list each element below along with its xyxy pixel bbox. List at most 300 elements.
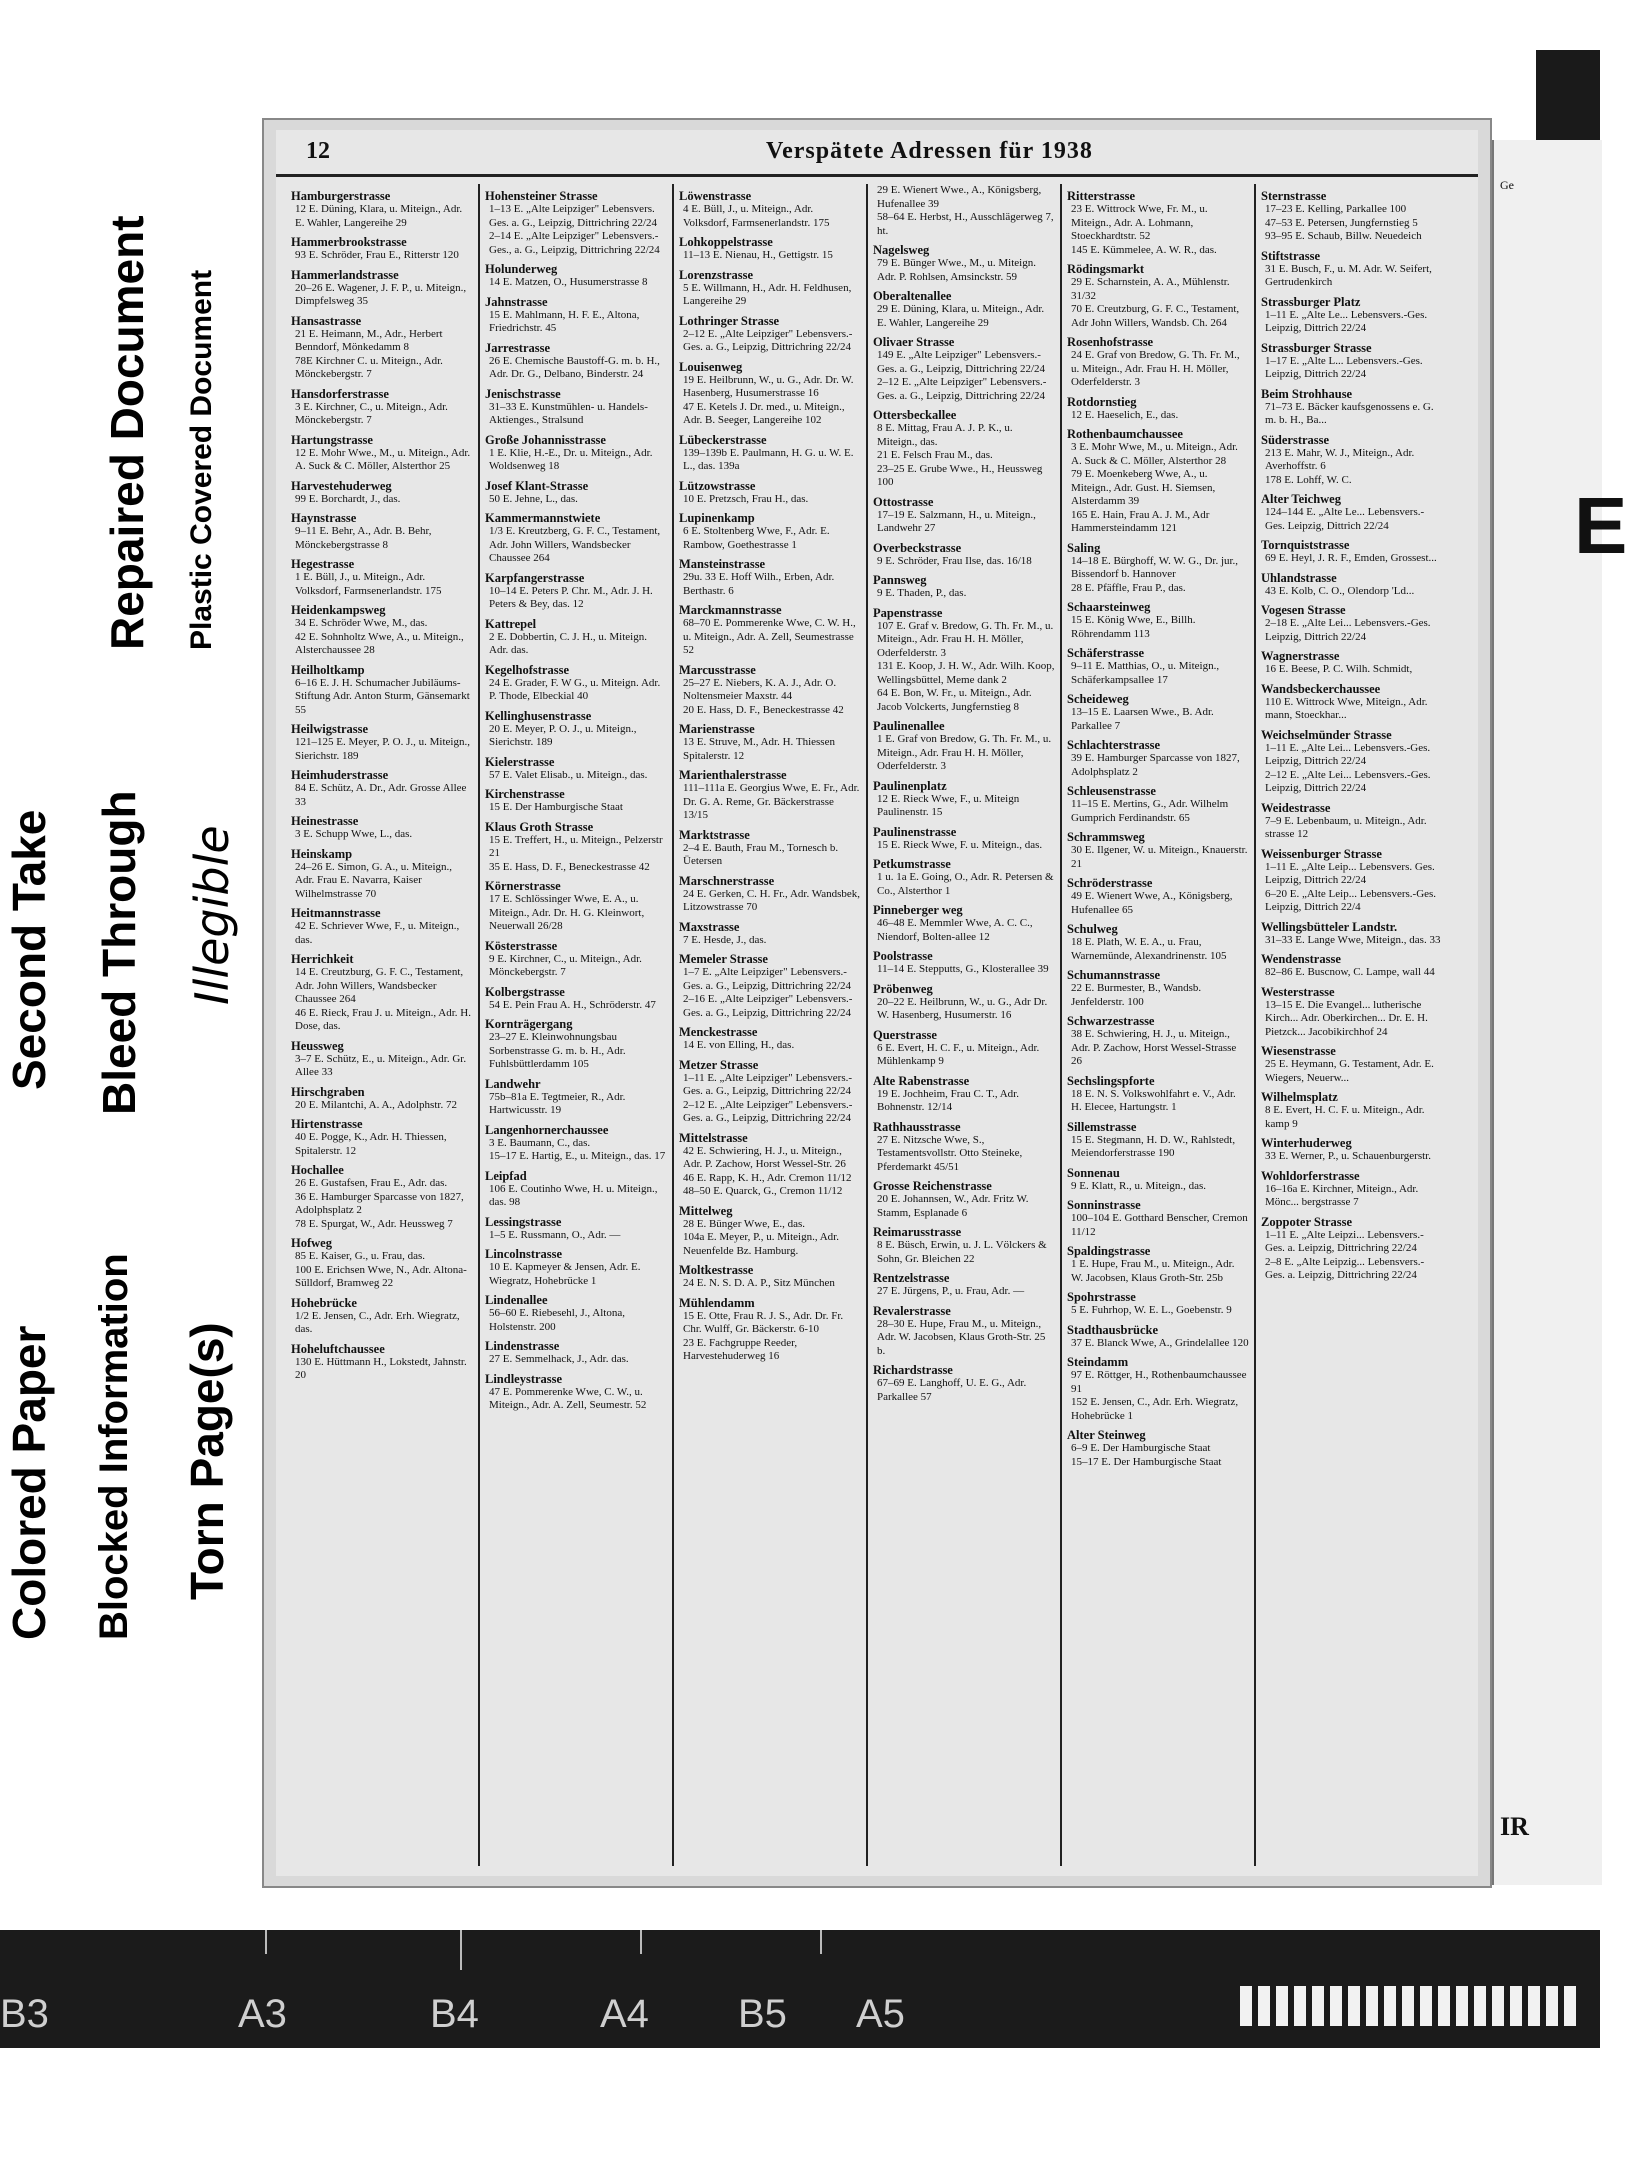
address-entry: 79 E. Bünger Wwe., M., u. Miteign. Adr. P. Rohlsen, Amsinckstr. 59 bbox=[877, 257, 1036, 283]
address-entry: 2–16 E. „Alte Leipziger" Lebensvers.-Ges. a. G., Leipzig, Dittrichring 22/24 bbox=[683, 993, 853, 1019]
column-1 bbox=[286, 184, 480, 1866]
address-entry: 20–22 E. Heilbrunn, W., u. G., Adr Dr. W. Hasenberg, Husumerstr. 16 bbox=[877, 995, 1048, 1021]
address-entry: 67–69 E. Langhoff, U. E. G., Adr. Parkallee 57 bbox=[877, 1377, 1027, 1403]
street-name: Papenstrasse bbox=[873, 605, 943, 620]
street-name: Olivaer Strasse bbox=[873, 335, 955, 349]
street-name: Sternstrasse bbox=[1261, 189, 1327, 203]
street-name: Marktstrasse bbox=[679, 827, 750, 842]
column-6 bbox=[1256, 184, 1448, 1866]
address-entry: 8 E. Büsch, Erwin, u. J. L. Völckers & Sohn, Gr. Bleichen 22 bbox=[877, 1239, 1047, 1265]
adjacent-page-letter: E bbox=[1574, 481, 1627, 570]
address-entry: 1–7 E. „Alte Leipziger" Lebensvers.-Ges. a. G., Leipzig, Dittrichring 22/24 bbox=[683, 966, 852, 992]
address-entry: 46–48 E. Memmler Wwe, A. C. C., Niendorf, Bolten-allee 12 bbox=[877, 917, 1033, 943]
address-entry: 107 E. Graf v. Bredow, G. Th. Fr. M., u. Miteign., Adr. Frau H. H. Möller, Oderfelderstr. 3 bbox=[877, 619, 1054, 659]
address-entry: 37 E. Blanck Wwe, A., Grindelallee 120 bbox=[1071, 1336, 1249, 1349]
address-entry: 79 E. Moenkeberg Wwe, A., u. Miteign., Adr. Gust. H. Siemsen, Alsterdamm 39 bbox=[1071, 468, 1216, 507]
street-name: Hansastrasse bbox=[291, 313, 362, 328]
column-5 bbox=[1062, 184, 1256, 1866]
address-entry: 58–64 E. Herbst, H., Ausschlägerweg 7, ht. bbox=[877, 211, 1054, 237]
street-name: Lothringer Strasse bbox=[679, 313, 780, 328]
address-entry: 2–14 E. „Alte Leipziger" Lebensvers.-Ges., a. G., Leipzig, Dittrichring 22/24 bbox=[489, 230, 660, 256]
street-name: Kösterstrasse bbox=[485, 938, 558, 953]
address-entry: 2–12 E. „Alte Lei... Lebensvers.-Ges. Leipzig, Dittrich 22/24 bbox=[1265, 768, 1431, 794]
address-entry: 2–12 E. „Alte Leipziger" Lebensvers.-Ges. a. G., Leipzig, Dittrichring 22/24 bbox=[683, 1098, 853, 1124]
street-name: Rothenbaumchaussee bbox=[1067, 427, 1183, 441]
street-name: Paulinenstrasse bbox=[873, 824, 957, 839]
address-entry: 16–16a E. Kirchner, Miteign., Adr. Mönc... bergstrasse 7 bbox=[1265, 1182, 1419, 1208]
street-name: Hammerlandstrasse bbox=[291, 267, 399, 282]
street-name: Zoppoter Strasse bbox=[1261, 1214, 1353, 1229]
address-entry: 24–26 E. Simon, G. A., u. Miteign., Adr. Frau E. Navarra, Kaiser Wilhelmstrasse 70 bbox=[295, 860, 453, 900]
street-name: Beim Strohhause bbox=[1261, 386, 1353, 401]
street-name: Kammermannstwiete bbox=[485, 511, 601, 525]
address-entry: 36 E. Hamburger Sparcasse von 1827, Adolphsplatz 2 bbox=[295, 1190, 464, 1216]
address-entry: 11–13 E. Nienau, H., Gettigstr. 15 bbox=[683, 249, 833, 261]
street-name: Ritterstrasse bbox=[1067, 189, 1136, 203]
street-name: Pröbenweg bbox=[873, 981, 933, 996]
street-name: Landwehr bbox=[485, 1076, 541, 1091]
address-entry: 40 E. Pogge, K., Adr. H. Thiessen, Spitalerstr. 12 bbox=[295, 1131, 447, 1157]
address-entry: 12 E. Mohr Wwe., M., u. Miteign., Adr. A. Suck & C. Möller, Alsterthor 25 bbox=[295, 446, 471, 472]
street-name: Löwenstrasse bbox=[679, 189, 752, 203]
address-entry: 15–17 E. Der Hamburgische Staat bbox=[1071, 1455, 1222, 1468]
street-name: Paulinenallee bbox=[873, 719, 945, 733]
address-entry: 18 E. Plath, W. E. A., u. Frau, Warnemünde, Alexandrinenstr. 105 bbox=[1071, 936, 1227, 962]
address-entry: 28–30 E. Hupe, Frau M., u. Miteign., Adr. W. Jacobsen, Klaus Groth-Str. 25 b. bbox=[877, 1317, 1046, 1357]
address-entry: 21 E. Felsch Frau M., das. bbox=[877, 449, 993, 461]
street-name: Kielerstrasse bbox=[485, 754, 555, 769]
street-name: Querstrasse bbox=[873, 1027, 937, 1042]
address-entry: 2–8 E. „Alte Leipzig... Lebensvers.-Ges. a. Leipzig, Dittrichring 22/24 bbox=[1265, 1255, 1425, 1281]
address-entry: 34 E. Schröder Wwe, M., das. bbox=[295, 617, 428, 629]
street-name: Kirchenstrasse bbox=[485, 787, 565, 801]
column-3 bbox=[674, 184, 868, 1866]
street-name: Hohebrücke bbox=[291, 1295, 357, 1310]
street-name: Reimarusstrasse bbox=[873, 1225, 962, 1239]
address-entry: 139–139b E. Paulmann, H. G. u. W. E. L., das. 139a bbox=[683, 446, 854, 472]
street-name: Sechslingspforte bbox=[1067, 1073, 1155, 1088]
address-entry: 15 E. Mahlmann, H. F. E., Altona, Friedrichstr. 45 bbox=[489, 308, 640, 334]
street-name: Vogesen Strasse bbox=[1261, 603, 1346, 617]
street-name: Hamburgerstrasse bbox=[291, 189, 391, 203]
address-entry: 15 E. Otte, Frau R. J. S., Adr. Dr. Fr. Chr. Wulff, Gr. Bäckerstr. 6-10 bbox=[683, 1309, 844, 1335]
street-name: Louisenweg bbox=[679, 359, 743, 374]
address-entry: 46 E. Rapp, K. H., Adr. Cremon 11/12 bbox=[683, 1171, 852, 1184]
color-ruler bbox=[0, 1930, 1600, 2048]
street-name: Schrammsweg bbox=[1067, 830, 1145, 844]
address-entry: 43 E. Kolb, C. O., Olendorp 'Ld... bbox=[1265, 584, 1415, 597]
address-entry: 39 E. Hamburger Sparcasse von 1827, Adolphsplatz 2 bbox=[1071, 752, 1240, 778]
address-entry: 31 E. Busch, F., u. M. Adr. W. Seifert, Gertrudenkirch bbox=[1265, 262, 1432, 288]
street-name: Schröderstrasse bbox=[1067, 876, 1153, 890]
street-name: Heidenkampsweg bbox=[291, 603, 386, 617]
street-name: Sonninstrasse bbox=[1067, 1198, 1141, 1212]
address-entry: 69 E. Heyl, J. R. F., Emden, Grossest... bbox=[1265, 552, 1437, 564]
street-name: Hansdorferstrasse bbox=[291, 386, 389, 401]
street-name: Sillemstrasse bbox=[1067, 1119, 1137, 1134]
address-entry: 33 E. Werner, P., u. Schauenburgerstr. bbox=[1265, 1150, 1431, 1162]
address-entry: 19 E. Jochheim, Frau C. T., Adr. Bohnenstr. 12/14 bbox=[877, 1087, 1019, 1113]
address-entry: 5 E. Willmann, H., Adr. H. Feldhusen, Langereihe 29 bbox=[683, 281, 852, 307]
street-name: Menckestrasse bbox=[679, 1025, 758, 1039]
address-entry: 1/3 E. Kreutzberg, G. F. C., Testament, Adr. John Willers, Wandsbecker Chaussee 264 bbox=[489, 525, 661, 564]
adjacent-page-fragment: IR bbox=[1500, 1812, 1529, 1841]
column-2 bbox=[480, 184, 674, 1866]
street-name: Moltkestrasse bbox=[679, 1263, 754, 1277]
address-entry: 13 E. Struve, M., Adr. H. Thiessen Spitalerstr. 12 bbox=[683, 736, 835, 762]
street-name: Winterhuderweg bbox=[1261, 1136, 1352, 1150]
street-name: Heilwigstrasse bbox=[291, 722, 369, 736]
street-name: Scheideweg bbox=[1067, 692, 1129, 706]
address-entry: 11–14 E. Stepputts, G., Klosterallee 39 bbox=[877, 963, 1049, 975]
street-name: Oberaltenallee bbox=[873, 289, 952, 303]
street-name: Rentzelstrasse bbox=[873, 1271, 950, 1285]
address-entry: 131 E. Koop, J. H. W., Adr. Wilh. Koop, Wellingsbüttel, Meme dank 2 bbox=[877, 660, 1055, 686]
address-entry: 1–13 E. „Alte Leipziger" Lebensvers. Ges. a. G., Leipzig, Dittrichring 22/24 bbox=[489, 203, 658, 229]
address-entry: 149 E. „Alte Leipziger" Lebensvers.-Ges. a. G., Leipzig, Dittrichring 22/24 bbox=[877, 349, 1046, 375]
address-entry: 1 u. 1a E. Going, O., Adr. R. Petersen & Co., Alsterthor 1 bbox=[877, 871, 1054, 897]
address-entry: 1–11 E. „Alte Lei... Lebensvers.-Ges. Leipzig, Dittrich 22/24 bbox=[1265, 741, 1431, 767]
address-entry: 25 E. Heymann, G. Testament, Adr. E. Wiegers, Neuerw... bbox=[1265, 1058, 1434, 1084]
address-entry: 17 E. Schlössinger Wwe, E. A., u. Miteign., Adr. Dr. H. G. Kleinwort, Neuerwall 26/28 bbox=[489, 893, 645, 932]
address-entry: 1 E. Klie, H.-E., Dr. u. Miteign., Adr. Woldsenweg 18 bbox=[489, 446, 653, 472]
street-name: Spohrstrasse bbox=[1067, 1290, 1136, 1304]
address-entry: 3 E. Kirchner, C., u. Miteign., Adr. Mönckebergstr. 7 bbox=[295, 400, 448, 426]
address-entry: 121–125 E. Meyer, P. O. J., u. Miteign., Sierichstr. 189 bbox=[295, 736, 470, 762]
street-name: Hochallee bbox=[291, 1163, 344, 1177]
street-name: Hofweg bbox=[291, 1236, 332, 1250]
street-name: Lindenstrasse bbox=[485, 1339, 560, 1353]
address-entry: 20–26 E. Wagener, J. F. P., u. Miteign., Dimpfelsweg 35 bbox=[295, 281, 467, 307]
street-name: Marienstrasse bbox=[679, 722, 755, 736]
address-entry: 24 E. Gerken, C. H. Fr., Adr. Wandsbek, Litzowstrasse 70 bbox=[683, 887, 861, 913]
address-entry: 93–95 E. Schaub, Billw. Neuedeich bbox=[1265, 230, 1422, 242]
street-name: Strassburger Platz bbox=[1261, 294, 1361, 309]
street-name: Josef Klant-Strasse bbox=[485, 478, 589, 493]
address-entry: 9 E. Kirchner, C., u. Miteign., Adr. Mönckebergstr. 7 bbox=[489, 952, 642, 978]
address-entry: 93 E. Schröder, Frau E., Ritterstr 120 bbox=[295, 249, 459, 261]
adjacent-page bbox=[1492, 140, 1627, 1885]
address-entry: 1–11 E. „Alte Leipziger" Lebensvers.-Ges. a. G., Leipzig, Dittrichring 22/24 bbox=[683, 1071, 853, 1097]
street-name: Memeler Strasse bbox=[679, 952, 768, 966]
address-entry: 12 E. Haeselich, E., das. bbox=[1071, 408, 1179, 421]
street-name: Rödingsmarkt bbox=[1067, 262, 1145, 276]
label-blocked-information: Blocked Information bbox=[92, 1253, 136, 1640]
address-entry: 8 E. Mittag, Frau A. J. P. K., u. Miteign., das. bbox=[877, 422, 1013, 448]
address-entry: 85 E. Kaiser, G., u. Frau, das. bbox=[295, 1250, 426, 1262]
street-name: Uhlandstrasse bbox=[1261, 570, 1337, 585]
address-entry: 26 E. Chemische Baustoff-G. m. b. H., Adr. Dr. G., Delbano, Binderstr. 24 bbox=[489, 354, 660, 380]
address-entry: 12 E. Düning, Klara, u. Miteign., Adr. E. Wahler, Langereihe 29 bbox=[295, 203, 463, 229]
address-entry: 48–50 E. Quarck, G., Cremon 11/12 bbox=[683, 1185, 843, 1197]
address-entry: 97 E. Röttger, H., Rothenbaumchaussee 91 bbox=[1071, 1369, 1247, 1395]
street-name: Mühlendamm bbox=[679, 1295, 755, 1310]
street-name: Tornquiststrasse bbox=[1261, 538, 1350, 552]
address-entry: 7 E. Hesde, J., das. bbox=[683, 933, 767, 946]
address-entry: 19 E. Heilbrunn, W., u. G., Adr. Dr. W. Hasenberg, Husumerstrasse 16 bbox=[683, 373, 854, 399]
address-entry: 178 E. Lohff, W. C. bbox=[1265, 473, 1352, 486]
street-name: Mansteinstrasse bbox=[679, 557, 766, 571]
address-entry: 2–12 E. „Alte Leipziger" Lebensvers.-Ges. a. G., Leipzig, Dittrichring 22/24 bbox=[877, 376, 1047, 402]
address-entry: 23 E. Fachgruppe Reeder, Harvestehuderweg 16 bbox=[683, 1336, 798, 1362]
address-entry: 99 E. Borchardt, J., das. bbox=[295, 492, 401, 505]
street-name: Strassburger Strasse bbox=[1261, 340, 1372, 355]
street-name: Lincolnstrasse bbox=[485, 1247, 563, 1261]
scanned-page bbox=[262, 118, 1492, 1888]
street-name: Marschnerstrasse bbox=[679, 873, 775, 888]
address-entry: 29 E. Wienert Wwe., A., Königsberg, Hufenallee 39 bbox=[877, 184, 1042, 210]
address-entry: 20 E. Hass, D. F., Beneckestrasse 42 bbox=[683, 703, 844, 716]
address-entry: 3 E. Schupp Wwe, L., das. bbox=[295, 828, 413, 840]
address-entry: 31–33 E. Lange Wwe, Miteign., das. 33 bbox=[1265, 933, 1441, 946]
street-name: Lohkoppelstrasse bbox=[679, 235, 773, 249]
street-name: Lorenzstrasse bbox=[679, 267, 754, 282]
street-name: Heilholtkamp bbox=[291, 662, 365, 677]
address-entry: 14 E. Matzen, O., Husumerstrasse 8 bbox=[489, 276, 648, 288]
street-name: Poolstrasse bbox=[873, 949, 933, 963]
address-entry: 42 E. Sohnholtz Wwe, A., u. Miteign., Alsterchaussee 28 bbox=[295, 630, 464, 656]
street-name: Wandsbeckerchaussee bbox=[1261, 681, 1381, 696]
address-entry: 21 E. Heimann, M., Adr., Herbert Benndorf, Mönkedamm 8 bbox=[295, 327, 443, 353]
street-name: Wohldorferstrasse bbox=[1261, 1168, 1360, 1183]
street-name: Klaus Groth Strasse bbox=[485, 819, 594, 834]
address-entry: 22 E. Burmester, B., Wandsb. Jenfelderstr. 100 bbox=[1071, 982, 1202, 1008]
street-name: Hohensteiner Strasse bbox=[485, 189, 598, 203]
street-name: Rotdornstieg bbox=[1067, 394, 1137, 409]
address-entry: 28 E. Pfäffle, Frau P., das. bbox=[1071, 581, 1186, 594]
street-name: Petkumstrasse bbox=[873, 857, 951, 871]
street-name: Hirtenstrasse bbox=[291, 1117, 363, 1131]
street-name: Hirschgraben bbox=[291, 1084, 365, 1099]
address-entry: 25–27 E. Niebers, K. A. J., Adr. O. Noltensmeier Maxstr. 44 bbox=[683, 676, 837, 702]
address-entry: 75b–81a E. Tegtmeier, R., Adr. Hartwicusstr. 19 bbox=[489, 1090, 626, 1116]
address-entry: 28 E. Bünger Wwe, E., das. bbox=[683, 1217, 805, 1230]
street-name: Schulweg bbox=[1067, 922, 1118, 936]
address-entry: 213 E. Mahr, W. J., Miteign., Adr. Averhoffstr. 6 bbox=[1265, 446, 1415, 472]
address-entry: 20 E. Milantchi, A. A., Adolphstr. 72 bbox=[295, 1098, 457, 1111]
address-entry: 9–11 E. Matthias, O., u. Miteign., Schäferkampsallee 17 bbox=[1071, 660, 1220, 686]
street-name: Lessingstrasse bbox=[485, 1214, 562, 1229]
address-entry: 50 E. Jehne, L., das. bbox=[489, 492, 578, 505]
label-plastic-covered-document: Plastic Covered Document bbox=[185, 269, 218, 650]
street-name: Holunderweg bbox=[485, 262, 558, 276]
address-entry: 17–19 E. Salzmann, H., u. Miteign., Landwehr 27 bbox=[877, 508, 1036, 534]
address-entry: 64 E. Bon, W. Fr., u. Miteign., Adr. Jacob Volckerts, Jungfernstieg 8 bbox=[877, 687, 1032, 713]
label-repaired-document: Repaired Document bbox=[101, 215, 153, 650]
street-name: Körnerstrasse bbox=[485, 879, 561, 893]
street-name: Rathhausstrasse bbox=[873, 1119, 961, 1134]
address-entry: 2–18 E. „Alte Lei... Lebensvers.-Ges. Leipzig, Dittrich 22/24 bbox=[1265, 617, 1431, 643]
address-entry: 110 E. Wittrock Wwe, Miteign., Adr. mann, Stoeckhar... bbox=[1265, 695, 1428, 721]
street-name: Hartungstrasse bbox=[291, 432, 373, 447]
address-entry: 13–15 E. Laarsen Wwe., B. Adr. Parkallee 7 bbox=[1071, 706, 1214, 732]
address-entry: 165 E. Hain, Frau A. J. M., Adr Hammersteindamm 121 bbox=[1071, 508, 1210, 534]
address-entry: 42 E. Schriever Wwe, F., u. Miteign., das. bbox=[295, 920, 460, 946]
address-entry: 24 E. Graf von Bredow, G. Th. Fr. M., u. Miteign., Adr. Frau H. H. Möller, Oderfelderstr. 3 bbox=[1071, 349, 1240, 388]
street-name: Heimhuderstrasse bbox=[291, 768, 389, 782]
street-name: Maxstrasse bbox=[679, 919, 740, 934]
street-name: Overbeckstrasse bbox=[873, 540, 962, 555]
address-entry: 1–11 E. „Alte Leipzi... Lebensvers.-Ges. a. Leipzig, Dittrichring 22/24 bbox=[1265, 1228, 1424, 1254]
address-entry: 24 E. Grader, F. W G., u. Miteign. Adr. P. Thode, Elbeckial 40 bbox=[489, 676, 661, 702]
ruler-label: A5 bbox=[856, 1992, 905, 2036]
street-name: Karpfangerstrasse bbox=[485, 570, 585, 585]
address-entry: 30 E. Ilgener, W. u. Miteign., Knauerstr. 21 bbox=[1071, 844, 1248, 870]
ruler-pattern bbox=[1240, 1986, 1580, 2026]
street-name: Saling bbox=[1067, 540, 1101, 555]
street-name: Alter Teichweg bbox=[1261, 492, 1341, 506]
street-name: Schleusenstrasse bbox=[1067, 784, 1156, 798]
address-entry: 2 E. Dobbertin, C. J. H., u. Miteign. Adr. das. bbox=[489, 630, 647, 656]
address-entry: 9 E. Schröder, Frau Ilse, das. 16/18 bbox=[877, 554, 1032, 567]
address-entry: 1–17 E. „Alte L... Lebensvers.-Ges. Leipzig, Dittrich 22/24 bbox=[1265, 354, 1423, 380]
street-name: Kolbergstrasse bbox=[485, 984, 565, 999]
street-name: Paulinenplatz bbox=[873, 778, 947, 793]
street-name: Langenhornerchaussee bbox=[485, 1122, 609, 1137]
dark-corner bbox=[1536, 50, 1600, 145]
street-name: Lindenallee bbox=[485, 1293, 548, 1307]
address-entry: 6–9 E. Der Hamburgische Staat bbox=[1071, 1442, 1211, 1454]
address-entry: 24 E. N. S. D. A. P., Sitz München bbox=[683, 1277, 835, 1289]
address-entry: 71–73 E. Bäcker kaufsgenossens e. G. m. b. H., Ba... bbox=[1265, 400, 1434, 426]
address-entry: 1 E. Hupe, Frau M., u. Miteign., Adr. W. Jacobsen, Klaus Groth-Str. 25b bbox=[1071, 1258, 1235, 1284]
address-entry: 70 E. Creutzburg, G. F. C., Testament, Adr John Willers, Wandsb. Ch. 264 bbox=[1071, 303, 1240, 329]
ruler-label: B3 bbox=[0, 1992, 49, 2036]
directory-columns bbox=[286, 184, 1448, 1866]
address-entry: 47–53 E. Petersen, Jungfernstieg 5 bbox=[1265, 216, 1418, 229]
street-name: Wiesenstrasse bbox=[1261, 1044, 1336, 1058]
address-entry: 6 E. Stoltenberg Wwe, F., Adr. E. Rambow, Goethestrasse 1 bbox=[683, 525, 830, 551]
street-name: Jenischstrasse bbox=[485, 386, 561, 401]
street-name: Revalerstrasse bbox=[873, 1303, 951, 1318]
street-name: Spaldingstrasse bbox=[1067, 1244, 1151, 1258]
street-name: Herrichkeit bbox=[291, 952, 354, 966]
address-entry: 111–111a E. Georgius Wwe, E. Fr., Adr. Dr. G. A. Reme, Gr. Bäckerstrasse 13/15 bbox=[683, 782, 860, 821]
address-entry: 18 E. N. S. Volkswohlfahrt e. V., Adr. H. Elecee, Hartungstr. 1 bbox=[1071, 1087, 1236, 1113]
address-entry: 9–11 E. Behr, A., Adr. B. Behr, Mönckebergstrasse 8 bbox=[295, 525, 432, 551]
address-entry: 6–16 E. J. H. Schumacher Jubiläums-Stiftung Adr. Anton Sturm, Gänsemarkt 55 bbox=[295, 676, 470, 716]
street-name: Alter Steinweg bbox=[1067, 1428, 1146, 1442]
address-entry: 145 E. Kümmelee, A. W. R., das. bbox=[1071, 243, 1217, 256]
street-name: Schlachterstrasse bbox=[1067, 738, 1161, 752]
street-name: Weidestrasse bbox=[1261, 800, 1331, 815]
street-name: Mittelstrasse bbox=[679, 1130, 748, 1145]
street-name: Steindamm bbox=[1067, 1355, 1129, 1369]
street-name: Heinestrasse bbox=[291, 814, 359, 828]
street-name: Marienthalerstrasse bbox=[679, 768, 787, 782]
street-name: Wendenstrasse bbox=[1261, 952, 1341, 966]
address-entry: 15 E. König Wwe, E., Billh. Röhrendamm 113 bbox=[1071, 614, 1196, 640]
street-name: Kornträgergang bbox=[485, 1017, 573, 1031]
ruler-label: B4 bbox=[430, 1992, 479, 2036]
address-entry: 31–33 E. Kunstmühlen- u. Handels-Aktienges., Stralsund bbox=[489, 400, 648, 426]
ruler-label: B5 bbox=[738, 1992, 787, 2036]
page-content bbox=[276, 130, 1478, 1876]
address-entry: 35 E. Hass, D. F., Beneckestrasse 42 bbox=[489, 860, 650, 873]
address-entry: 68–70 E. Pommerenke Wwe, C. W. H., u. Miteign., Adr. A. Zell, Seumestrasse 52 bbox=[683, 617, 856, 656]
address-entry: 6–20 E. „Alte Leip... Lebensvers.-Ges. Leipzig, Dittrich 22/4 bbox=[1265, 887, 1437, 913]
address-entry: 23–25 E. Grube Wwe., H., Heussweg 100 bbox=[877, 462, 1043, 488]
street-name: Leipfad bbox=[485, 1168, 527, 1183]
address-entry: 29 E. Scharnstein, A. A., Mühlenstr. 31/32 bbox=[1071, 276, 1230, 302]
address-entry: 14 E. Creutzburg, G. F. C., Testament, Adr. John Willers, Wandsbecker Chaussee 264 bbox=[295, 966, 464, 1005]
address-entry: 13–15 E. Die Evangel... lutherische Kirch... Adr. Oberkirchen... Dr. E. H. Pietzck... Jacobikirchhof 24 bbox=[1265, 998, 1428, 1038]
street-name: Richardstrasse bbox=[873, 1363, 953, 1377]
label-torn-pages: Torn Page(s) bbox=[181, 1322, 233, 1600]
address-entry: 1–5 E. Russmann, O., Adr. — bbox=[489, 1228, 621, 1241]
street-name: Mittelweg bbox=[679, 1203, 733, 1218]
street-name: Westerstrasse bbox=[1261, 984, 1335, 999]
address-entry: 15 E. Rieck Wwe, F. u. Miteign., das. bbox=[877, 838, 1043, 851]
street-name: Heitmannstrasse bbox=[291, 906, 381, 920]
address-entry: 29 E. Düning, Klara, u. Miteign., Adr. E. Wahler, Langereihe 29 bbox=[877, 303, 1045, 329]
street-name: Metzer Strasse bbox=[679, 1057, 759, 1072]
street-name: Harvestehuderweg bbox=[291, 478, 392, 493]
address-entry: 1 E. Büll, J., u. Miteign., Adr. Volksdorf, Farmsenerlandstr. 175 bbox=[295, 571, 442, 597]
address-entry: 1/2 E. Jensen, C., Adr. Erh. Wiegratz, das. bbox=[295, 1309, 460, 1335]
address-entry: 11–15 E. Mertins, G., Adr. Wilhelm Gumprich Ferdinandstr. 65 bbox=[1071, 798, 1229, 824]
page-number: 12 bbox=[306, 138, 330, 164]
address-entry: 9 E. Thaden, P., das. bbox=[877, 587, 967, 599]
street-name: Nagelsweg bbox=[873, 243, 930, 257]
address-entry: 29u. 33 E. Hoff Wilh., Erben, Adr. Berthastr. 6 bbox=[683, 571, 835, 597]
address-entry: 10 E. Kapmeyer & Jensen, Adr. E. Wiegratz, Hohebrücke 1 bbox=[489, 1261, 641, 1287]
address-entry: 23 E. Wittrock Wwe, Fr. M., u. Miteign., Adr. A. Lohmann, Stoeckhardtstr. 52 bbox=[1071, 203, 1208, 242]
street-name: Marcusstrasse bbox=[679, 662, 756, 677]
address-entry: 84 E. Schütz, A. Dr., Adr. Grosse Allee 33 bbox=[295, 782, 467, 808]
address-entry: 27 E. Semmelhack, J., Adr. das. bbox=[489, 1353, 629, 1365]
ruler-label: A3 bbox=[238, 1992, 287, 2036]
address-entry: 20 E. Johannsen, W., Adr. Fritz W. Stamm, Esplanade 6 bbox=[877, 1193, 1029, 1219]
street-name: Alte Rabenstrasse bbox=[873, 1073, 970, 1088]
address-entry: 2–12 E. „Alte Leipziger" Lebensvers.-Ges. a. G., Leipzig, Dittrichring 22/24 bbox=[683, 327, 853, 353]
address-entry: 100 E. Erichsen Wwe, N., Adr. Altona-Sülldorf, Bramweg 22 bbox=[295, 1263, 467, 1289]
street-name: Kellinghusenstrasse bbox=[485, 708, 592, 723]
street-name: Lützowstrasse bbox=[679, 478, 756, 493]
address-entry: 16 E. Beese, P. C. Wilh. Schmidt, bbox=[1265, 663, 1413, 675]
street-name: Wilhelmsplatz bbox=[1261, 1090, 1338, 1104]
street-name: Wellingsbütteler Landstr. bbox=[1261, 919, 1398, 934]
address-entry: 152 E. Jensen, C., Adr. Erh. Wiegratz, Hohebrücke 1 bbox=[1071, 1396, 1239, 1422]
address-entry: 27 E. Jürgens, P., u. Frau, Adr. — bbox=[877, 1285, 1025, 1297]
street-name: Heinskamp bbox=[291, 846, 353, 861]
street-name: Schäferstrasse bbox=[1067, 646, 1145, 660]
street-name: Pannsweg bbox=[873, 573, 927, 587]
address-entry: 106 E. Coutinho Wwe, H. u. Miteign., das. 98 bbox=[489, 1182, 658, 1208]
address-entry: 14 E. von Elling, H., das. bbox=[683, 1039, 795, 1051]
address-entry: 2–4 E. Bauth, Frau M., Tornesch b. Üetersen bbox=[683, 841, 839, 867]
street-name: Schaarsteinweg bbox=[1067, 600, 1151, 614]
street-name: Schumannstrasse bbox=[1067, 968, 1161, 982]
address-entry: 20 E. Meyer, P. O. J., u. Miteign., Sierichstr. 189 bbox=[489, 722, 637, 748]
address-entry: 10–14 E. Peters P. Chr. M., Adr. J. H. Peters & Bey, das. 12 bbox=[489, 584, 653, 610]
street-name: Hegestrasse bbox=[291, 557, 355, 571]
address-entry: 56–60 E. Riebesehl, J., Altona, Holstenstr. 200 bbox=[489, 1307, 625, 1333]
address-entry: 7–9 E. Lebenbaum, u. Miteign., Adr. strasse 12 bbox=[1265, 814, 1427, 840]
street-name: Grosse Reichenstrasse bbox=[873, 1179, 992, 1193]
address-entry: 5 E. Fuhrhop, W. E. L., Goebenstr. 9 bbox=[1071, 1304, 1232, 1316]
street-name: Lindleystrasse bbox=[485, 1371, 563, 1386]
address-entry: 15 E. Treffert, H., u. Miteign., Pelzerstr 21 bbox=[489, 833, 663, 859]
address-entry: 9 E. Klatt, R., u. Miteign., das. bbox=[1071, 1179, 1207, 1192]
address-entry: 15–17 E. Hartig, E., u. Miteign., das. 17 bbox=[489, 1150, 666, 1162]
address-entry: 57 E. Valet Elisab., u. Miteign., das. bbox=[489, 768, 648, 781]
address-entry: 3–7 E. Schütz, E., u. Miteign., Adr. Gr. Allee 33 bbox=[295, 1052, 467, 1078]
address-entry: 8 E. Evert, H. C. F. u. Miteign., Adr. kamp 9 bbox=[1265, 1104, 1425, 1130]
ruler-label: A4 bbox=[600, 1992, 649, 2036]
address-entry: 23–27 E. Kleinwohnungsbau Sorbenstrasse G. m. b. H., Adr. Fuhlsbüttlerdamm 105 bbox=[489, 1031, 626, 1070]
address-entry: 17–23 E. Kelling, Parkallee 100 bbox=[1265, 203, 1407, 215]
